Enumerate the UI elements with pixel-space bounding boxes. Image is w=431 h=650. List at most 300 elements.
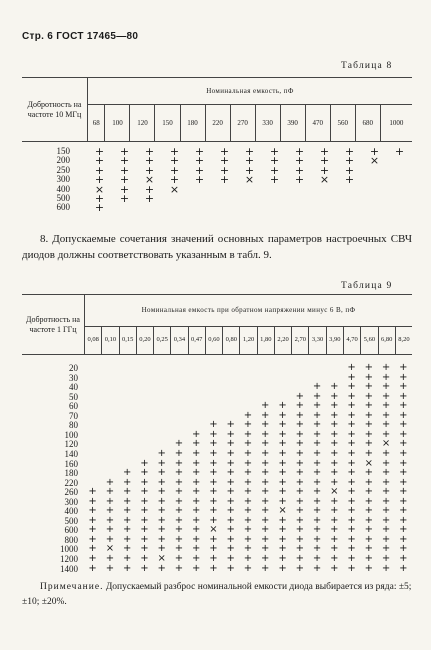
- table9-mark: +: [209, 543, 218, 555]
- table9-mark: +: [364, 428, 374, 440]
- table9-mark: +: [243, 524, 253, 536]
- table9-col-header: 0,47: [188, 327, 205, 355]
- table9-mark: +: [261, 505, 270, 517]
- table9-col-header: 2,70: [292, 327, 309, 355]
- table9-mark: +: [399, 486, 408, 498]
- table9-mark: +: [261, 495, 270, 507]
- table9-mark: +: [209, 562, 218, 574]
- table8-row-label: 500: [56, 193, 70, 203]
- table9-mark: +: [295, 476, 304, 488]
- table9-mark: +: [399, 438, 408, 450]
- table8-mark: +: [144, 145, 155, 158]
- table9-mark: +: [278, 447, 287, 459]
- table9-mark: +: [105, 562, 115, 574]
- table9-col-header: 6,80: [378, 327, 395, 355]
- table9-mark: +: [157, 486, 166, 498]
- table9-mark: +: [209, 447, 218, 459]
- table9-mark: +: [399, 447, 408, 459]
- table8-mark: +: [194, 145, 205, 158]
- table9-mark: +: [347, 543, 356, 555]
- table9-mark: +: [381, 505, 391, 517]
- table9-mark: +: [381, 457, 391, 469]
- table8-col-header: 150: [155, 105, 180, 142]
- table9-mark: +: [105, 495, 115, 507]
- table9-mark: +: [330, 428, 339, 440]
- table9-mark: +: [330, 447, 339, 459]
- table8-mark: +: [344, 145, 355, 158]
- table9-mark: +: [192, 447, 201, 459]
- table9-col-header: 5,60: [361, 327, 378, 355]
- table8-col-header: 1000: [380, 105, 412, 142]
- table9-mark: +: [261, 533, 270, 545]
- table9-mark: +: [330, 381, 339, 393]
- table8-mark: +: [319, 145, 330, 158]
- table8-mark: +: [344, 163, 355, 177]
- table9-mark: +: [347, 514, 356, 526]
- table9-mark: +: [209, 457, 218, 469]
- table8-mark: +: [394, 145, 405, 158]
- table9-row-label: 1400: [60, 563, 78, 574]
- table9-mark: +: [381, 400, 391, 412]
- table9-mark: +: [88, 486, 97, 498]
- table9-mark: +: [312, 438, 322, 450]
- table9-mark: +: [347, 419, 356, 431]
- table9-row-label: 260: [64, 487, 78, 498]
- table9-mark: +: [209, 495, 218, 507]
- table9-mark: +: [140, 467, 149, 479]
- table9-mark: +: [88, 495, 97, 507]
- table9-mark: +: [381, 409, 391, 421]
- table9-mark: +: [243, 419, 253, 431]
- table8-mark: +: [294, 154, 305, 168]
- table9-col-header: 2,20: [274, 327, 291, 355]
- table9-mark: +: [295, 514, 304, 526]
- table9-mark: +: [312, 543, 322, 555]
- table8-mark: +: [294, 163, 305, 177]
- table9-mark: +: [364, 486, 374, 498]
- table9-mark: +: [312, 562, 322, 574]
- table9-mark: +: [347, 381, 356, 393]
- table9-mark: +: [347, 533, 356, 545]
- table9-mark: +: [278, 514, 287, 526]
- table8-mark: +: [294, 145, 305, 158]
- table9-mark: +: [399, 553, 408, 564]
- table9-mark: +: [209, 553, 218, 564]
- table9-row-label: 220: [64, 477, 78, 488]
- table9-mark: +: [295, 409, 304, 421]
- table9-mark: +: [347, 457, 356, 469]
- table9-mark: +: [157, 543, 166, 555]
- table9-mark: +: [209, 486, 218, 498]
- table9-mark: +: [364, 505, 374, 517]
- table9-mark: +: [278, 467, 287, 479]
- table9-mark: +: [399, 400, 408, 412]
- table9-mark: +: [295, 428, 304, 440]
- table8-mark: +: [144, 182, 155, 196]
- table9-mark: +: [364, 447, 374, 459]
- table9-mark: +: [122, 486, 132, 498]
- table9-mark: +: [330, 438, 339, 450]
- table9-mark: +: [209, 505, 218, 517]
- table9-mark: +: [312, 390, 322, 402]
- table9-mark: +: [364, 476, 374, 488]
- table8-mark: +: [269, 173, 280, 187]
- table9-mark: +: [261, 428, 270, 440]
- table9-mark: +: [226, 514, 235, 526]
- table9-mark: +: [330, 533, 339, 545]
- table9-mark: +: [295, 438, 304, 450]
- paragraph-8: 8. Допускаемые сочетания значений основных параметров настроечных СВЧ диодов должны соответствовать указанным в табл. 9.: [22, 233, 412, 261]
- table8-caption: Таблица 8: [341, 61, 393, 71]
- table9-row-label: 1200: [60, 554, 78, 564]
- table9-mark: +: [330, 409, 339, 421]
- table9-mark: +: [364, 562, 374, 574]
- table9-mark: +: [278, 457, 287, 469]
- table8-mark: +: [119, 145, 130, 158]
- table9-mark: +: [88, 553, 97, 564]
- table9-mark: +: [140, 457, 149, 469]
- table8-col-header: 120: [130, 105, 155, 142]
- table9-mark: +: [140, 514, 149, 526]
- table9-mark: +: [243, 562, 253, 574]
- table9-mark: +: [381, 495, 391, 507]
- table9-mark: +: [105, 524, 115, 536]
- table9-mark: +: [140, 505, 149, 517]
- table9-mark: +: [226, 543, 235, 555]
- table9-mark: +: [261, 553, 270, 564]
- table9-col-header: 3,90: [326, 327, 343, 355]
- table9-mark: +: [243, 428, 253, 440]
- table9-mark: +: [295, 457, 304, 469]
- table9-col-header: 0,60: [205, 327, 222, 355]
- table9-mark: +: [381, 419, 391, 431]
- table9-mark: +: [261, 467, 270, 479]
- table9-mark: +: [209, 428, 218, 440]
- table9-col-header: 0,20: [136, 327, 153, 355]
- table9-mark: +: [140, 562, 149, 574]
- table9-mark: +: [381, 533, 391, 545]
- table9-mark: +: [157, 533, 166, 545]
- table9-mark: +: [312, 467, 322, 479]
- table9-mark: +: [364, 533, 374, 545]
- table9-mark: +: [140, 533, 149, 545]
- page-header: Стр. 6 ГОСТ 17465—80: [22, 31, 139, 42]
- table9-mark: +: [243, 467, 253, 479]
- table9-mark: +: [381, 562, 391, 574]
- table9-mark: +: [174, 562, 184, 574]
- table8-mark: +: [244, 163, 255, 177]
- table9-mark: ×: [381, 438, 391, 450]
- table9-col-header: 0,10: [102, 327, 119, 355]
- table9-mark: +: [226, 562, 235, 574]
- table9-mark: +: [261, 400, 270, 412]
- table8-mark: +: [94, 201, 105, 215]
- table9-mark: +: [399, 505, 408, 517]
- table9-mark: +: [381, 362, 391, 373]
- table9-mark: +: [122, 514, 132, 526]
- table9-mark: +: [209, 476, 218, 488]
- table8-mark: +: [369, 145, 380, 158]
- table8-row-label: 200: [56, 155, 70, 166]
- table9-mark: +: [192, 505, 201, 517]
- table9-mark: +: [261, 419, 270, 431]
- table9-mark: +: [295, 562, 304, 574]
- table9-mark: +: [347, 553, 356, 564]
- table9-mark: +: [295, 553, 304, 564]
- table9-mark: +: [157, 505, 166, 517]
- table9-mark: +: [243, 447, 253, 459]
- table9-mark: +: [261, 476, 270, 488]
- table9-mark: +: [347, 505, 356, 517]
- table9-mark: +: [399, 467, 408, 479]
- table9-mark: +: [192, 495, 201, 507]
- table9-mark: +: [381, 467, 391, 479]
- table9-mark: +: [312, 495, 322, 507]
- table8-mark: +: [219, 154, 230, 168]
- table9-mark: +: [347, 486, 356, 498]
- table9-mark: +: [295, 533, 304, 545]
- table9-mark: ×: [278, 505, 287, 517]
- table9-col-header: 3,30: [309, 327, 326, 355]
- table9-mark: +: [347, 495, 356, 507]
- table8-mark: +: [219, 163, 230, 177]
- table8-col-header: 270: [230, 105, 255, 142]
- table9-mark: +: [243, 476, 253, 488]
- table8-mark: +: [269, 145, 280, 158]
- table9-mark: +: [312, 505, 322, 517]
- table9-header: [22, 294, 412, 355]
- table9-mark: +: [157, 514, 166, 526]
- table9-mark: +: [261, 514, 270, 526]
- table9-mark: +: [312, 486, 322, 498]
- table9-mark: +: [157, 447, 166, 459]
- table9-mark: +: [243, 457, 253, 469]
- table9-mark: +: [157, 524, 166, 536]
- table9-mark: +: [312, 553, 322, 564]
- table9-row-label: 60: [69, 401, 78, 412]
- table9-mark: ×: [330, 486, 339, 498]
- table9-mark: +: [174, 457, 184, 469]
- table9-mark: +: [226, 447, 235, 459]
- table9-mark: +: [261, 438, 270, 450]
- table9-mark: ×: [157, 553, 166, 564]
- table8-mark: ×: [144, 173, 155, 187]
- table9-mark: +: [364, 438, 374, 450]
- table9-mark: +: [399, 428, 408, 440]
- table9-mark: +: [226, 495, 235, 507]
- table9-mark: +: [312, 419, 322, 431]
- table9-mark: +: [140, 553, 149, 564]
- table9-mark: +: [295, 419, 304, 431]
- table9-mark: +: [122, 505, 132, 517]
- table8-mark: +: [144, 154, 155, 168]
- table9-mark: +: [399, 371, 408, 383]
- table9-mark: +: [364, 409, 374, 421]
- table9-row-label: 30: [69, 372, 78, 383]
- table9-mark: +: [243, 505, 253, 517]
- table9-mark: +: [364, 381, 374, 393]
- table8-col-header: 390: [280, 105, 305, 142]
- table8-mark: +: [319, 154, 330, 168]
- table9-mark: +: [295, 495, 304, 507]
- table9-mark: +: [381, 390, 391, 402]
- table9-mark: +: [157, 467, 166, 479]
- table9-mark: +: [330, 419, 339, 431]
- table9-mark: +: [122, 476, 132, 488]
- table9-mark: +: [399, 381, 408, 393]
- table9-mark: +: [330, 553, 339, 564]
- table9-mark: +: [381, 524, 391, 536]
- table8-mark: ×: [94, 182, 105, 196]
- table9-mark: +: [364, 390, 374, 402]
- table9-mark: +: [174, 495, 184, 507]
- table8-mark: +: [344, 173, 355, 187]
- table9-mark: +: [347, 438, 356, 450]
- table8-mark: +: [119, 182, 130, 196]
- table9-mark: +: [157, 495, 166, 507]
- table8-col-header: 180: [180, 105, 205, 142]
- table9-mark: +: [330, 390, 339, 402]
- table9-mark: +: [278, 400, 287, 412]
- table9-mark: +: [347, 428, 356, 440]
- table9-mark: +: [381, 447, 391, 459]
- table9-mark: +: [209, 419, 218, 431]
- table9-mark: +: [278, 553, 287, 564]
- table9-mark: +: [140, 486, 149, 498]
- table9-mark: +: [399, 362, 408, 373]
- table9-mark: +: [192, 543, 201, 555]
- table9-mark: +: [347, 390, 356, 402]
- table9-mark: +: [174, 447, 184, 459]
- table9-mark: +: [381, 514, 391, 526]
- table9-mark: +: [192, 476, 201, 488]
- table8-mark: +: [269, 154, 280, 168]
- table9-mark: +: [226, 476, 235, 488]
- table9-mark: +: [364, 419, 374, 431]
- table9-mark: +: [364, 553, 374, 564]
- table8-mark: +: [169, 145, 180, 158]
- table9-mark: +: [312, 381, 322, 393]
- table9-mark: +: [364, 514, 374, 526]
- table9-mark: +: [174, 543, 184, 555]
- table9-mark: +: [174, 553, 184, 564]
- table9-mark: +: [312, 409, 322, 421]
- table9-mark: +: [122, 562, 132, 574]
- table9-mark: +: [226, 467, 235, 479]
- table9-mark: +: [174, 438, 184, 450]
- table8-row-label: 250: [56, 164, 70, 175]
- table9-mark: +: [347, 409, 356, 421]
- table9-mark: +: [261, 524, 270, 536]
- table8-mark: +: [94, 154, 105, 168]
- table8-col-header: 680: [355, 105, 380, 142]
- table9-mark: +: [330, 467, 339, 479]
- table9-mark: +: [157, 457, 166, 469]
- table9-mark: +: [278, 562, 287, 574]
- table8-mark: +: [94, 192, 105, 205]
- table8-mark: ×: [244, 173, 255, 187]
- table9-col-header: 8,20: [395, 327, 412, 355]
- table9-mark: +: [347, 362, 356, 373]
- table9-mark: +: [157, 476, 166, 488]
- table8-mark: +: [194, 163, 205, 177]
- table9-mark: +: [399, 409, 408, 421]
- table9-col-header: 0,08: [85, 327, 102, 355]
- table8-mark: +: [94, 173, 105, 187]
- table9-mark: +: [312, 447, 322, 459]
- table9-mark: +: [226, 457, 235, 469]
- table9-mark: +: [330, 457, 339, 469]
- table9-mark: +: [192, 562, 201, 574]
- table8-row-label: 150: [56, 146, 70, 156]
- table9-mark: +: [278, 486, 287, 498]
- table8-mark: +: [144, 192, 155, 205]
- table9-mark: +: [105, 553, 115, 564]
- table9-mark: +: [399, 514, 408, 526]
- table8-mark: +: [94, 163, 105, 177]
- note: [22, 580, 412, 610]
- table9-mark: +: [209, 438, 218, 450]
- table9-mark: +: [261, 486, 270, 498]
- table9-mark: +: [174, 533, 184, 545]
- table9-mark: +: [330, 476, 339, 488]
- table9-mark: +: [192, 553, 201, 564]
- table9-mark: +: [174, 505, 184, 517]
- table9-mark: +: [122, 495, 132, 507]
- table9-mark: +: [226, 428, 235, 440]
- table9-row-label: 180: [64, 468, 78, 479]
- table8-mark: +: [119, 173, 130, 187]
- table9-mark: +: [122, 553, 132, 564]
- table9-mark: +: [192, 486, 201, 498]
- table9-mark: +: [243, 438, 253, 450]
- table9-mark: +: [226, 553, 235, 564]
- table9-mark: +: [122, 467, 132, 479]
- table9-mark: +: [243, 543, 253, 555]
- table9-mark: +: [261, 457, 270, 469]
- table9-mark: +: [312, 533, 322, 545]
- table8-mark: +: [94, 145, 105, 158]
- table9-mark: +: [381, 381, 391, 393]
- table9-mark: +: [381, 486, 391, 498]
- table9-mark: +: [278, 495, 287, 507]
- table9-mark: +: [347, 447, 356, 459]
- table9-mark: +: [330, 514, 339, 526]
- table9-mark: +: [209, 533, 218, 545]
- table9-mark: +: [226, 505, 235, 517]
- table9-row-label: 600: [64, 525, 78, 536]
- table8-col-header: 560: [330, 105, 355, 142]
- table9-group-header: Номинальная емкость при обратном напряжении минус 6 В, пФ: [85, 295, 413, 327]
- table9-mark: +: [157, 562, 166, 574]
- table9-mark: +: [174, 524, 184, 536]
- table8-row-label: 300: [56, 174, 70, 185]
- table9-row-label: 1000: [60, 544, 78, 555]
- table9-mark: +: [399, 457, 408, 469]
- table9-mark: +: [278, 438, 287, 450]
- table9-mark: +: [330, 400, 339, 412]
- table8-col-header: 330: [255, 105, 280, 142]
- table9-mark: +: [347, 476, 356, 488]
- table9-mark: +: [381, 543, 391, 555]
- table9-mark: +: [278, 524, 287, 536]
- table9-mark: +: [278, 419, 287, 431]
- table9-mark: +: [174, 486, 184, 498]
- table9-mark: +: [105, 533, 115, 545]
- table9-mark: +: [347, 467, 356, 479]
- table9-mark: +: [140, 495, 149, 507]
- table9-mark: +: [140, 524, 149, 536]
